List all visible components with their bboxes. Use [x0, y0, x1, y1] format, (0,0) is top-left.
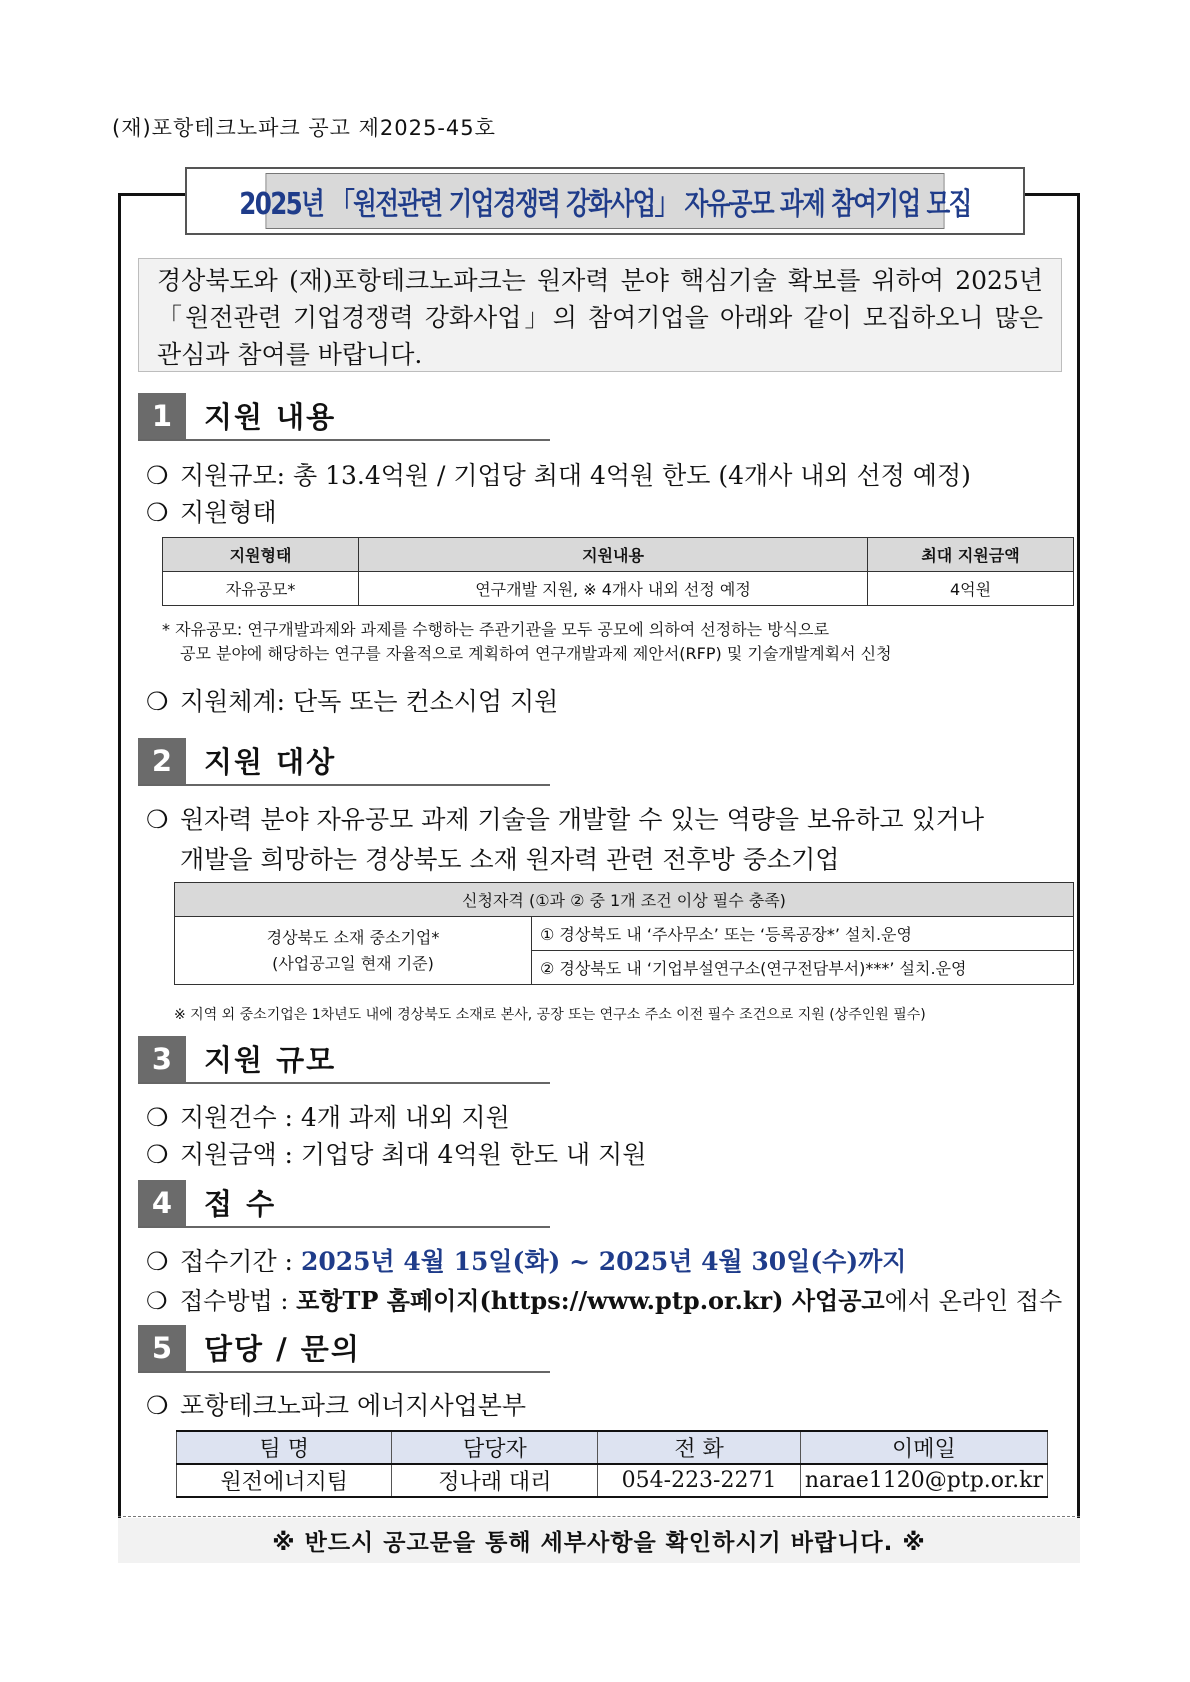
table-header-row	[175, 883, 1074, 917]
section-5-header	[138, 1325, 550, 1373]
table-cell: 054-223-2271	[598, 1464, 801, 1497]
section-title: 담당 / 문의	[204, 1332, 361, 1366]
table-cell: 정나래 대리	[392, 1464, 598, 1497]
bullet-mark: ❍	[146, 1247, 169, 1276]
bullet-support-amount: ❍ 지원금액 : 기업당 최대 4억원 한도 내 지원	[146, 1140, 647, 1169]
table-row	[163, 572, 1074, 606]
section-number: 3	[138, 1036, 186, 1082]
table-header-row	[177, 1431, 1048, 1464]
bullet-application-period: ❍ 접수기간 : 2025년 4월 15일(화) ~ 2025년 4월 30일(수)까지	[146, 1247, 907, 1276]
table-cell: 연구개발 지원, ※ 4개사 내외 선정 예정	[359, 572, 868, 606]
support-type-table	[162, 537, 1074, 606]
eligibility-table	[174, 882, 1074, 985]
page-title: 2025년 「원전관련 기업경쟁력 강화사업」 자유공모 과제 참여기업 모집	[266, 173, 945, 229]
application-period: 2025년 4월 15일(화) ~ 2025년 4월 30일(수)까지	[300, 1247, 907, 1276]
section-number: 4	[138, 1180, 186, 1226]
table-cell: 원전에너지팀	[177, 1464, 392, 1497]
section-number: 1	[138, 393, 186, 439]
contact-table	[176, 1430, 1048, 1498]
bullet-contact-dept: ❍ 포항테크노파크 에너지사업본부	[146, 1391, 527, 1420]
intro-paragraph: 경상북도와 (재)포항테크노파크는 원자력 분야 핵심기술 확보를 위하여 2025년「원전관련 기업경쟁력 강화사업」의 참여기업을 아래와 같이 모집하오니 많은 관심과 참여를 바랍니다.	[138, 258, 1062, 372]
bullet-mark: ❍	[146, 687, 169, 716]
footer-note: ※ 반드시 공고문을 통해 세부사항을 확인하시기 바랍니다. ※	[118, 1518, 1080, 1563]
bullet-mark: ❍	[146, 461, 169, 490]
table-header-cell: 담당자	[392, 1431, 598, 1464]
section-number: 2	[138, 738, 186, 784]
table-cell: 자유공모*	[163, 572, 359, 606]
section-number: 5	[138, 1325, 186, 1371]
table-header-cell: 이메일	[800, 1431, 1047, 1464]
table-header-cell: 지원내용	[359, 538, 868, 572]
table-header-cell: 신청자격 (①과 ② 중 1개 조건 이상 필수 충족)	[175, 883, 1074, 917]
section-4-header	[138, 1180, 550, 1228]
table-header-row	[163, 538, 1074, 572]
bullet-mark: ❍	[146, 805, 169, 834]
section-1-header	[138, 393, 550, 441]
table-header-cell: 팀 명	[177, 1431, 392, 1464]
bullet-project-count: ❍ 지원건수 : 4개 과제 내외 지원	[146, 1103, 510, 1132]
footnote-line-1: * 자유공모: 연구개발과제와 과제를 수행하는 주관기관을 모두 공모에 의하여 선정하는 방식으로	[162, 620, 830, 639]
table-cell: 4억원	[868, 572, 1074, 606]
table-cell: ① 경상북도 내 ‘주사무소’ 또는 ‘등록공장*’ 설치.운영	[532, 917, 1074, 951]
regional-note: ※ 지역 외 중소기업은 1차년도 내에 경상북도 소재로 본사, 공장 또는 연구소 주소 이전 필수 조건으로 지원 (상주인원 필수)	[174, 1007, 926, 1023]
bullet-mark: ❍	[146, 1287, 168, 1315]
table-cell: 경상북도 소재 중소기업* (사업공고일 현재 기준)	[175, 917, 532, 985]
table-header-cell: 지원형태	[163, 538, 359, 572]
bullet-support-scale: ❍ 지원규모: 총 13.4억원 / 기업당 최대 4억원 한도 (4개사 내외 선정 예정)	[146, 461, 971, 490]
table-cell: ② 경상북도 내 ‘기업부설연구소(연구전담부서)***’ 설치.운영	[532, 951, 1074, 985]
table-row	[175, 917, 1074, 951]
bullet-support-system: ❍ 지원체계: 단독 또는 컨소시엄 지원	[146, 687, 559, 716]
table-header-cell: 최대 지원금액	[868, 538, 1074, 572]
title-box	[185, 167, 1025, 235]
bullet-mark: ❍	[146, 1391, 169, 1420]
section-title: 지원 규모	[204, 1043, 337, 1077]
section-title: 지원 내용	[204, 400, 337, 434]
footnote-line-2: 공모 분야에 해당하는 연구를 자율적으로 계획하여 연구개발과제 제안서(RFP) 및 기술개발계획서 신청	[180, 644, 892, 663]
bullet-mark: ❍	[146, 498, 169, 527]
notice-number: (재)포항테크노파크 공고 제2025-45호	[112, 116, 496, 140]
bullet-mark: ❍	[146, 1103, 169, 1132]
bullet-support-type: ❍ 지원형태	[146, 498, 277, 527]
bullet-eligibility: ❍ 원자력 분야 자유공모 과제 기술을 개발할 수 있는 역량을 보유하고 있거나	[146, 805, 984, 834]
section-title: 지원 대상	[204, 745, 337, 779]
bullet-mark: ❍	[146, 1140, 169, 1169]
bullet-application-method: ❍ 접수방법 : 포항TP 홈페이지(https://www.ptp.or.kr) 사업공고에서 온라인 접수	[146, 1286, 1063, 1315]
footer-divider	[118, 1516, 1080, 1517]
contact-email[interactable]: narae1120@ptp.or.kr	[800, 1464, 1047, 1497]
application-site-link[interactable]: 포항TP 홈페이지(https://www.ptp.or.kr) 사업공고	[296, 1286, 885, 1315]
section-title: 접 수	[204, 1187, 277, 1221]
section-2-header	[138, 738, 550, 786]
bullet-eligibility-cont: 개발을 희망하는 경상북도 소재 원자력 관련 전후방 중소기업	[180, 845, 840, 874]
section-3-header	[138, 1036, 550, 1084]
table-row	[177, 1464, 1048, 1497]
table-header-cell: 전 화	[598, 1431, 801, 1464]
